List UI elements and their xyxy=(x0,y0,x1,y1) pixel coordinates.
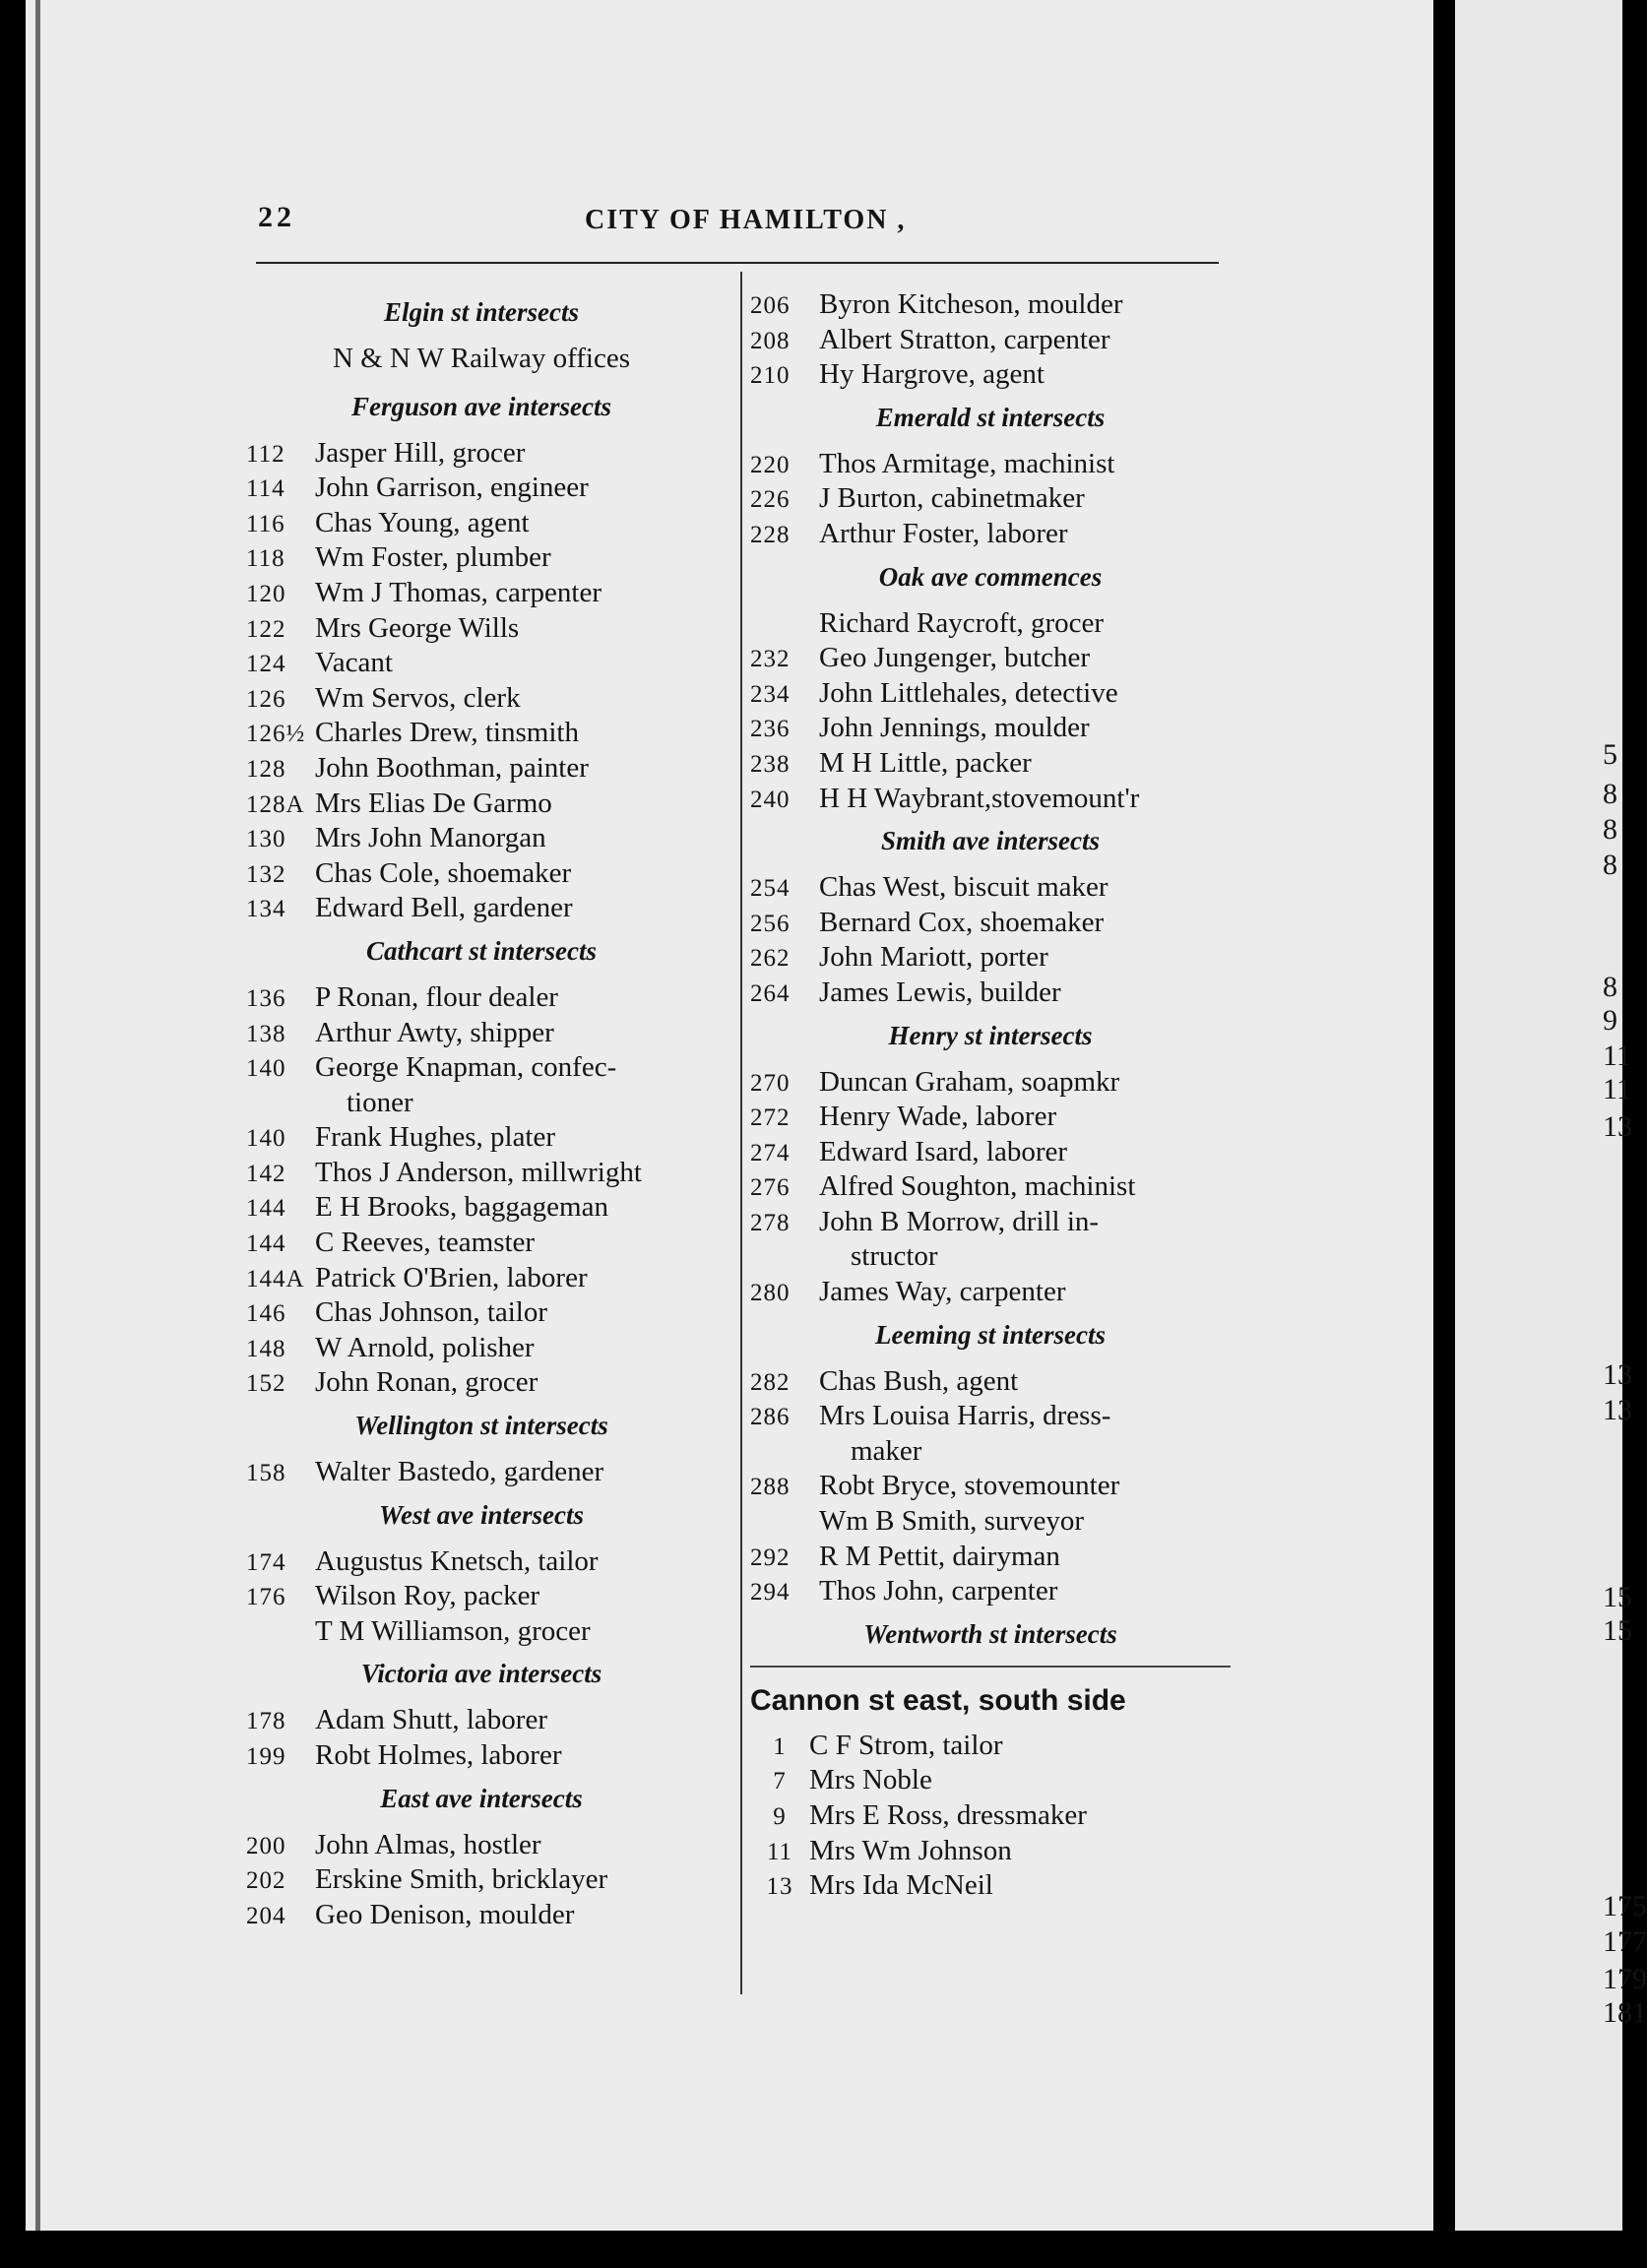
column-divider xyxy=(740,272,742,1994)
entry-continuation: tioner xyxy=(347,1086,413,1118)
cropped-number: 8 xyxy=(1603,971,1617,1003)
house-number: 152 xyxy=(246,1370,286,1398)
house-number: 11 xyxy=(766,1838,793,1865)
resident-name: Mrs Elias De Garmo xyxy=(315,787,552,819)
house-number: 144 xyxy=(246,1195,286,1223)
house-number: 240 xyxy=(750,786,791,813)
house-number: 140 xyxy=(246,1055,286,1083)
directory-entry xyxy=(246,1120,717,1156)
adjacent-page-edge xyxy=(1455,0,1647,2268)
house-number: 238 xyxy=(750,750,791,778)
resident-name: James Lewis, builder xyxy=(819,976,1061,1008)
house-number: 276 xyxy=(750,1174,791,1202)
house-number: 132 xyxy=(246,860,286,888)
house-number: 1 xyxy=(773,1732,787,1760)
directory-entry xyxy=(246,1828,717,1863)
house-number: 174 xyxy=(246,1548,286,1576)
house-number: 146 xyxy=(246,1300,286,1328)
house-number: 288 xyxy=(750,1474,791,1501)
resident-name: Edward Bell, gardener xyxy=(315,892,573,924)
house-number: 228 xyxy=(750,521,791,548)
cropped-number: 175 xyxy=(1603,1890,1647,1922)
resident-name: R M Pettit, dairyman xyxy=(819,1540,1060,1572)
resident-name: Wilson Roy, packer xyxy=(315,1580,540,1612)
resident-name: C F Strom, tailor xyxy=(809,1729,1003,1761)
directory-entry xyxy=(246,1738,717,1774)
house-number: 7 xyxy=(773,1768,787,1796)
house-number: 202 xyxy=(246,1867,286,1895)
directory-entry xyxy=(750,1834,1231,1869)
cropped-number: 179 xyxy=(1603,1963,1647,1995)
directory-entry xyxy=(750,1205,1231,1240)
directory-entry xyxy=(246,1016,717,1051)
resident-name: Henry Wade, laborer xyxy=(819,1101,1057,1133)
section-heading: Leeming st intersects xyxy=(875,1319,1106,1350)
directory-entry xyxy=(750,1540,1231,1575)
directory-entry: Wm B Smith, surveyor xyxy=(819,1505,1085,1538)
house-number: 286 xyxy=(750,1404,791,1431)
centered-entry: N & N W Railway offices xyxy=(332,343,631,374)
cropped-number: 15 xyxy=(1603,1581,1632,1613)
directory-entry xyxy=(750,1763,1231,1798)
directory-entry xyxy=(246,751,717,787)
directory-entry xyxy=(246,1156,717,1191)
entry-continuation: maker xyxy=(851,1434,922,1467)
section-heading: West ave intersects xyxy=(379,1499,584,1530)
resident-name: H H Waybrant,stovemount'r xyxy=(819,782,1140,814)
resident-name: John Boothman, painter xyxy=(315,751,589,784)
resident-name: Wm Foster, plumber xyxy=(315,541,551,574)
directory-entry xyxy=(750,746,1231,782)
resident-name: Robt Holmes, laborer xyxy=(315,1739,562,1771)
cropped-number: 177 xyxy=(1603,1925,1647,1958)
directory-entry xyxy=(750,906,1231,941)
directory-entry xyxy=(246,1050,717,1086)
directory-entry xyxy=(750,641,1231,676)
resident-name: Augustus Knetsch, tailor xyxy=(315,1544,599,1577)
right-column xyxy=(750,287,1231,1904)
resident-name: C Reeves, teamster xyxy=(315,1227,536,1259)
directory-entry xyxy=(246,506,717,541)
directory-entry xyxy=(750,976,1231,1011)
cropped-number: 15 xyxy=(1603,1614,1632,1647)
scan-border xyxy=(0,2231,1622,2268)
house-number: 280 xyxy=(750,1280,791,1307)
cropped-number: 8 xyxy=(1603,849,1617,881)
house-number: 294 xyxy=(750,1579,791,1606)
directory-entry xyxy=(750,1399,1231,1434)
cropped-number: 8 xyxy=(1603,813,1617,846)
resident-name: Jasper Hill, grocer xyxy=(315,436,526,469)
directory-entry xyxy=(750,357,1231,393)
resident-name: Mrs George Wills xyxy=(315,611,520,644)
house-number: 112 xyxy=(246,440,285,468)
resident-name: Edward Isard, laborer xyxy=(819,1135,1068,1167)
house-number: 116 xyxy=(246,510,285,537)
house-number: 114 xyxy=(246,475,285,503)
resident-name: John Almas, hostler xyxy=(315,1828,541,1860)
resident-name: Alfred Soughton, machinist xyxy=(819,1170,1136,1203)
house-number: 274 xyxy=(750,1139,791,1166)
directory-entry xyxy=(750,1469,1231,1504)
house-number: 126 xyxy=(246,685,286,713)
resident-name: Mrs Noble xyxy=(809,1764,932,1796)
resident-name: John Ronan, grocer xyxy=(315,1366,538,1399)
resident-name: Thos Armitage, machinist xyxy=(819,447,1115,479)
section-heading: Emerald st intersects xyxy=(875,402,1106,432)
resident-name: W Arnold, polisher xyxy=(315,1331,535,1363)
section-heading: Wentworth st intersects xyxy=(863,1618,1117,1649)
house-number: 200 xyxy=(246,1832,286,1859)
section-heading: East ave intersects xyxy=(380,1783,583,1813)
house-number: 208 xyxy=(750,327,791,354)
section-heading: Ferguson ave intersects xyxy=(350,391,611,421)
directory-entry xyxy=(750,481,1231,517)
section-heading: Smith ave intersects xyxy=(881,826,1100,856)
cropped-number: 13 xyxy=(1603,1358,1632,1391)
resident-name: Vacant xyxy=(315,647,393,679)
house-number: 262 xyxy=(750,945,791,973)
resident-name: Arthur Awty, shipper xyxy=(315,1016,554,1048)
house-number: 148 xyxy=(246,1335,286,1362)
directory-entry xyxy=(750,447,1231,482)
house-number: 140 xyxy=(246,1125,286,1153)
house-number: 118 xyxy=(246,545,285,573)
directory-entry xyxy=(750,1275,1231,1310)
directory-entry xyxy=(246,1365,717,1401)
street-separator xyxy=(750,1666,1231,1668)
directory-entry xyxy=(750,287,1231,323)
cropped-number: 181 xyxy=(1603,1996,1647,2029)
directory-entry xyxy=(246,576,717,611)
house-number: 124 xyxy=(246,651,286,678)
directory-entry xyxy=(246,1261,717,1296)
street-heading: Cannon st east, south side xyxy=(750,1683,1126,1717)
resident-name: Thos J Anderson, millwright xyxy=(315,1156,642,1188)
cropped-number: 11 xyxy=(1603,1040,1631,1072)
house-number: 128A xyxy=(246,790,305,818)
entry-continuation: structor xyxy=(851,1240,938,1273)
resident-name: Mrs E Ross, dressmaker xyxy=(809,1799,1087,1831)
cropped-number: 5 xyxy=(1603,738,1617,771)
house-number: 232 xyxy=(750,646,791,673)
house-number: 270 xyxy=(750,1069,791,1097)
directory-entry xyxy=(750,1574,1231,1609)
resident-name: Mrs Louisa Harris, dress- xyxy=(819,1400,1111,1432)
house-number: 204 xyxy=(246,1902,286,1929)
directory-entry xyxy=(246,1190,717,1226)
house-number: 120 xyxy=(246,580,286,607)
house-number: 256 xyxy=(750,910,791,937)
section-heading: Wellington st intersects xyxy=(354,1411,608,1441)
resident-name: Mrs Wm Johnson xyxy=(809,1834,1012,1866)
directory-entry xyxy=(246,1226,717,1261)
directory-entry xyxy=(750,1364,1231,1400)
directory-entry xyxy=(750,517,1231,552)
page-number: 22 xyxy=(258,201,295,233)
house-number: 210 xyxy=(750,362,791,390)
house-number: 278 xyxy=(750,1209,791,1236)
resident-name: John Littlehales, detective xyxy=(819,676,1118,709)
cropped-number: 13 xyxy=(1603,1110,1632,1143)
house-number: 264 xyxy=(750,979,791,1007)
house-number: 272 xyxy=(750,1104,791,1132)
house-number: 199 xyxy=(246,1743,286,1770)
house-number: 136 xyxy=(246,984,286,1012)
resident-name: Mrs John Manorgan xyxy=(315,822,546,854)
directory-entry xyxy=(246,1455,717,1490)
house-number: 130 xyxy=(246,826,286,853)
directory-entry xyxy=(750,1100,1231,1135)
resident-name: Erskine Smith, bricklayer xyxy=(315,1863,608,1896)
resident-name: John Jennings, moulder xyxy=(819,712,1090,744)
directory-entry xyxy=(246,1898,717,1933)
section-heading: Victoria ave intersects xyxy=(360,1659,602,1689)
house-number: 158 xyxy=(246,1460,286,1487)
directory-entry xyxy=(246,681,717,717)
directory-entry xyxy=(750,1729,1231,1764)
section-heading: Elgin st intersects xyxy=(383,297,580,327)
resident-name: Adam Shutt, laborer xyxy=(315,1704,547,1736)
directory-entry xyxy=(246,1703,717,1738)
directory-entry xyxy=(246,980,717,1016)
resident-name: Albert Stratton, carpenter xyxy=(819,323,1110,355)
cropped-number: 9 xyxy=(1603,1004,1617,1037)
left-column xyxy=(246,287,717,1932)
resident-name: Charles Drew, tinsmith xyxy=(315,717,579,749)
directory-entry xyxy=(750,1798,1231,1834)
cannon-street-list xyxy=(750,1729,1231,1904)
directory-entry xyxy=(246,787,717,822)
page-title: CITY OF HAMILTON , xyxy=(585,205,907,235)
resident-name: Geo Denison, moulder xyxy=(315,1898,575,1930)
resident-name: Wm J Thomas, carpenter xyxy=(315,576,602,608)
directory-entry xyxy=(246,1579,717,1614)
resident-name: Wm Servos, clerk xyxy=(315,681,521,714)
section-heading: Oak ave commences xyxy=(878,561,1103,592)
house-number: 122 xyxy=(246,615,286,643)
resident-name: John Mariott, porter xyxy=(819,941,1048,974)
house-number: 144A xyxy=(246,1265,305,1292)
directory-entry xyxy=(246,1331,717,1366)
resident-name: Geo Jungenger, butcher xyxy=(819,642,1091,674)
house-number: 282 xyxy=(750,1368,791,1396)
directory-entry xyxy=(750,870,1231,906)
cropped-number: 8 xyxy=(1603,778,1617,810)
resident-name: P Ronan, flour dealer xyxy=(315,980,558,1013)
resident-name: J Burton, cabinetmaker xyxy=(819,482,1085,515)
house-number: 206 xyxy=(750,292,791,319)
directory-entry xyxy=(246,891,717,926)
directory-entry xyxy=(750,1065,1231,1101)
house-number: 292 xyxy=(750,1544,791,1571)
resident-name: Chas Cole, shoemaker xyxy=(315,856,572,889)
cropped-number: 13 xyxy=(1603,1394,1632,1426)
directory-entry xyxy=(750,676,1231,712)
house-number: 13 xyxy=(766,1873,793,1901)
house-number: 178 xyxy=(246,1708,286,1735)
directory-entry xyxy=(750,1169,1231,1205)
resident-name: Mrs Ida McNeil xyxy=(809,1869,993,1902)
resident-name: E H Brooks, baggageman xyxy=(315,1191,608,1224)
directory-entry xyxy=(246,1862,717,1898)
resident-name: Chas West, biscuit maker xyxy=(819,871,1109,904)
resident-name: Robt Bryce, stovemounter xyxy=(819,1470,1120,1502)
directory-entry xyxy=(750,940,1231,976)
directory-entry xyxy=(246,821,717,856)
resident-name: John Garrison, engineer xyxy=(315,472,589,504)
house-number: 144 xyxy=(246,1230,286,1258)
resident-name: Frank Hughes, plater xyxy=(315,1121,556,1154)
resident-name: Hy Hargrove, agent xyxy=(819,358,1045,391)
resident-name: Patrick O'Brien, laborer xyxy=(315,1261,588,1293)
directory-entry xyxy=(750,711,1231,746)
house-number: 9 xyxy=(773,1803,787,1830)
resident-name: Chas Bush, agent xyxy=(819,1364,1019,1397)
resident-name: Byron Kitcheson, moulder xyxy=(819,288,1123,320)
resident-name: James Way, carpenter xyxy=(819,1276,1066,1308)
directory-entry xyxy=(246,856,717,892)
directory-entry xyxy=(750,782,1231,817)
house-number: 226 xyxy=(750,486,791,514)
house-number: 176 xyxy=(246,1584,286,1611)
directory-entry: T M Williamson, grocer xyxy=(315,1614,591,1647)
house-number: 236 xyxy=(750,716,791,743)
directory-entry xyxy=(750,323,1231,358)
directory-entry xyxy=(246,436,717,472)
resident-name: George Knapman, confec- xyxy=(315,1051,617,1084)
resident-name: M H Little, packer xyxy=(819,746,1032,779)
section-heading: Henry st intersects xyxy=(888,1020,1093,1050)
directory-entry xyxy=(246,1295,717,1331)
resident-name: Duncan Graham, soapmkr xyxy=(819,1065,1120,1098)
house-number: 128 xyxy=(246,755,286,783)
resident-name: Thos John, carpenter xyxy=(819,1575,1058,1607)
binding-gutter xyxy=(35,0,40,2268)
directory-entry xyxy=(246,471,717,506)
directory-entry xyxy=(750,1135,1231,1170)
house-number: 142 xyxy=(246,1160,286,1187)
header-rule xyxy=(256,262,1219,264)
directory-entry xyxy=(246,1544,717,1580)
directory-entry xyxy=(750,1868,1231,1904)
directory-entry xyxy=(246,611,717,647)
directory-entry xyxy=(246,716,717,751)
section-heading: Cathcart st intersects xyxy=(365,935,598,966)
resident-name: Chas Young, agent xyxy=(315,506,530,538)
resident-name: John B Morrow, drill in- xyxy=(819,1205,1100,1237)
house-number: 234 xyxy=(750,680,791,708)
resident-name: Arthur Foster, laborer xyxy=(819,517,1068,549)
directory-entry xyxy=(246,646,717,681)
resident-name: Walter Bastedo, gardener xyxy=(315,1456,604,1488)
resident-name: Chas Johnson, tailor xyxy=(315,1296,548,1329)
cropped-number: 11 xyxy=(1603,1073,1631,1105)
resident-name: Bernard Cox, shoemaker xyxy=(819,906,1105,938)
house-number: 126½ xyxy=(246,721,306,748)
directory-entry xyxy=(246,540,717,576)
house-number: 254 xyxy=(750,875,791,903)
house-number: 134 xyxy=(246,896,286,923)
directory-entry: Richard Raycroft, grocer xyxy=(819,606,1105,639)
house-number: 138 xyxy=(246,1020,286,1047)
house-number: 220 xyxy=(750,451,791,478)
